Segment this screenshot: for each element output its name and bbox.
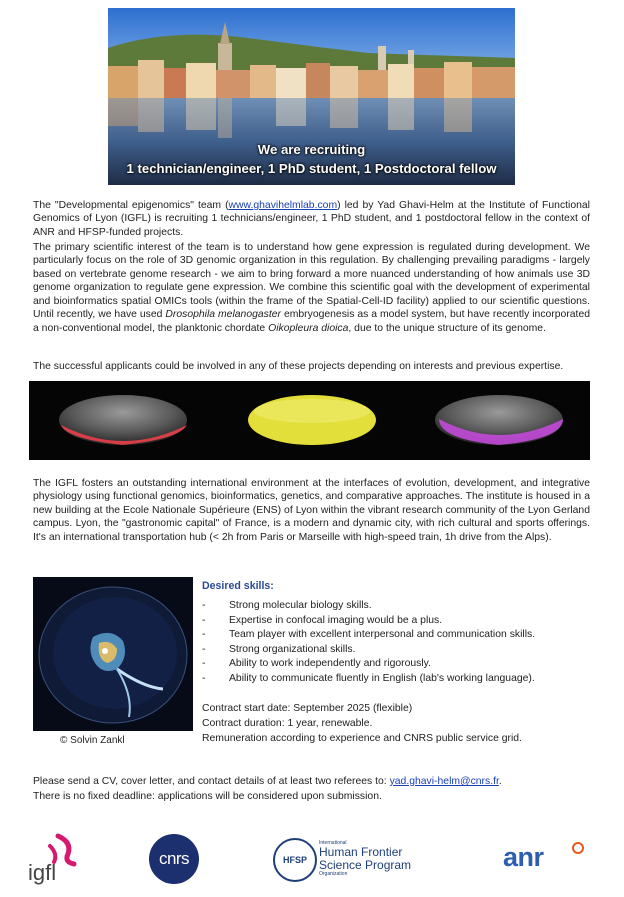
- embryo-3: [435, 395, 563, 445]
- oikopleura-illustration: [33, 577, 193, 731]
- apply-text: Please send a CV, cover letter, and contact details of at least two referees to:: [33, 776, 390, 787]
- skill-text: Strong molecular biology skills.: [229, 600, 372, 611]
- intro-text: , due to the unique structure of its genome.: [348, 322, 546, 334]
- igfl-wordmark: igfl: [28, 860, 57, 885]
- list-dash: -: [202, 600, 206, 611]
- embryo-2: [248, 395, 376, 445]
- hfsp-line-1: Human Frontier: [319, 845, 403, 859]
- embryo-1: [59, 395, 187, 445]
- list-dash: -: [202, 658, 206, 670]
- lab-website-link[interactable]: www.ghavihelmlab.com: [228, 200, 338, 211]
- contract-start: Contract start date: September 2025 (flexible): [202, 703, 413, 714]
- list-dash: -: [202, 614, 206, 626]
- skill-text: Ability to work independently and rigorously.: [229, 658, 431, 670]
- list-item: [202, 657, 602, 672]
- photo-credit: © Solvin Zankl: [60, 735, 125, 746]
- hfsp-logo: [273, 836, 443, 882]
- skills-list: [202, 599, 602, 687]
- hfsp-wordmark: [319, 840, 411, 877]
- embryo-illustration: [29, 381, 590, 460]
- intro-text: The primary scientific interest of the team is to understand how gene expression is regulated during development. We particularly focus on the role of 3D genomic organization in this regulation. By challenging prevailing paradigms - largely based on vertebrate genome research - we aim to bring forward a more nuanced understanding of how animals use 3D genome organization to regulate gene expression. We combine this scientific goal with the development of experimental and bioinformatics spatial OMICs tools (within the frame of the Spatial-Cell-ID facility) applied to our scientific questions. Until recently, we have used: [33, 242, 590, 321]
- skill-text: Ability to communicate fluently in English (lab's working language).: [229, 672, 535, 684]
- apply-line-2: There is no fixed deadline: applications will be considered upon submission.: [33, 791, 382, 802]
- contract-duration: Contract duration: 1 year, renewable.: [202, 717, 373, 729]
- igfl-paragraph: The IGFL fosters an outstanding international environment at the interfaces of evolution, development, and integrative physiology using functional genomics, bioinformatics, genetics, and comparative approaches. The institute is housed in a new building at the Ecole Nationale Supérieure (ENS) of Lyon within the vibrant research community of the Lyon Gerland campus. Lyon, the "gastronomic capital" of France, is a modern and dynamic city, with rich cultural and sports offerings. It's an international transportation hub (< 2h from Paris or Marseille with high-speed train, 1h drive from the Alps).: [33, 478, 590, 543]
- skill-text: Expertise in confocal imaging would be a plus.: [229, 614, 443, 626]
- intro-paragraph-2: [33, 241, 590, 335]
- apply-text: .: [498, 776, 502, 787]
- list-item: [202, 614, 602, 629]
- hfsp-line-2: Science Program: [319, 857, 412, 872]
- list-item: [202, 628, 602, 643]
- contract-info: [202, 702, 522, 746]
- skill-text: Team player with excellent interpersonal and communication skills.: [229, 629, 536, 641]
- list-dash: -: [202, 629, 206, 641]
- hfsp-small-bottom: Organization: [319, 871, 348, 877]
- contact-email-link[interactable]: yad.ghavi-helm@cnrs.fr: [389, 776, 499, 787]
- banner-line-2: 1 technician/engineer, 1 PhD student, 1 Postdoctoral fellow: [126, 161, 497, 176]
- intro-paragraph-3: The successful applicants could be involved in any of these projects depending on interests and previous expertise.: [33, 361, 564, 372]
- list-dash: -: [202, 643, 206, 655]
- embryo-images: [29, 381, 590, 460]
- anr-logo: anr: [503, 842, 544, 872]
- list-item: [202, 599, 602, 614]
- list-dash: -: [202, 672, 206, 684]
- anr-circle-icon: [572, 842, 584, 854]
- banner-image: [108, 8, 515, 185]
- contract-remuneration: Remuneration according to experience and CNRS public service grid.: [202, 732, 522, 744]
- intro-paragraph-1: [33, 199, 590, 239]
- list-item: [202, 643, 602, 658]
- species-name: Oikopleura dioica: [268, 322, 349, 334]
- application-info: [33, 774, 603, 804]
- list-item: [202, 672, 602, 687]
- apply-line-1: [33, 774, 603, 789]
- intro-text: The "Developmental epigenomics" team (: [33, 200, 229, 211]
- species-name: Drosophila melanogaster: [165, 309, 281, 321]
- hfsp-small-top: International: [319, 840, 347, 846]
- oikopleura-photo: [33, 577, 193, 731]
- cnrs-logo: cnrs: [149, 834, 199, 884]
- igfl-logo: [28, 832, 88, 888]
- skills-heading: Desired skills:: [202, 580, 274, 592]
- banner-line-1: We are recruiting: [257, 142, 366, 157]
- intro-text: ) led by Yad Ghavi-Helm at the Institute of Functional Genomics of Lyon (IGFL) is recruiting 1 technicians/engineer, 1 PhD student, and 1 postdoctoral fellow in the context of ANR and HFSP-funded projects.: [33, 200, 590, 238]
- hfsp-badge-icon: HFSP: [273, 838, 317, 882]
- skill-text: Strong organizational skills.: [229, 643, 356, 655]
- banner-headline: [108, 140, 515, 178]
- intro-text: embryogenesis as a model system, but have recently incorporated a non-conventional model, the planktonic chordate: [33, 309, 591, 334]
